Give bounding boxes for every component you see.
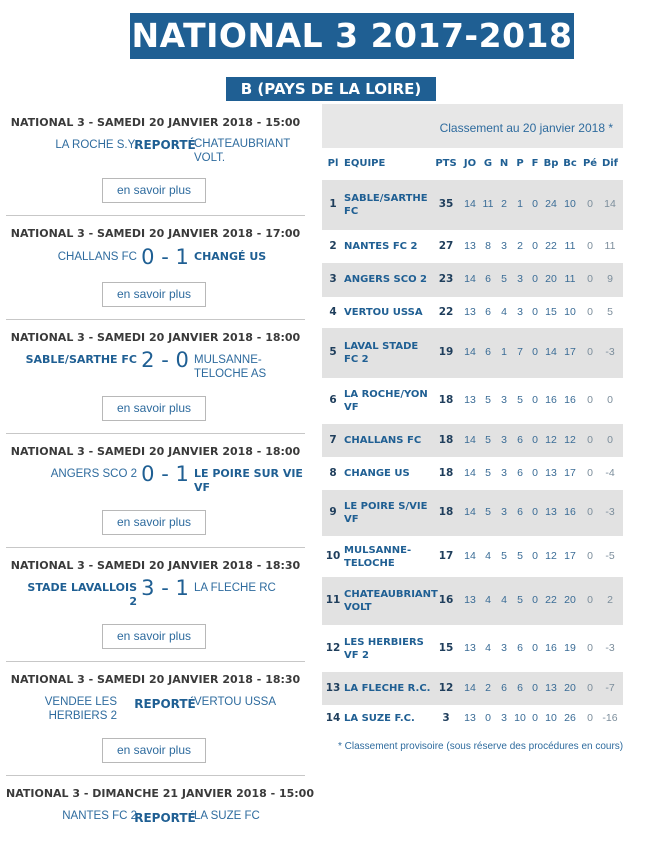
cell-dif: 5 [607,306,613,318]
col-pe: Pé [582,158,598,169]
match-card [6,103,305,216]
cell-pl: 4 [329,306,337,318]
cell-jo: 14 [464,550,476,562]
cell-jo: 13 [464,306,476,318]
cell-p: 5 [517,550,523,562]
cell-team[interactable]: VERTOU USSA [344,307,423,318]
table-row[interactable] [322,297,623,328]
cell-p: 6 [517,467,523,479]
cell-p: 1 [517,198,523,210]
cell-g: 0 [485,712,491,724]
match-card [6,320,305,434]
table-row[interactable] [322,705,623,732]
cell-g: 5 [485,434,491,446]
cell-n: 6 [501,682,507,694]
cell-p: 6 [517,506,523,518]
page-title: NATIONAL 3 2017-2018 [130,13,574,59]
cell-dif: 0 [607,434,613,446]
cell-bc: 11 [564,273,576,285]
col-team: EQUIPE [344,158,386,169]
table-row[interactable] [322,424,623,457]
cell-n: 3 [501,240,507,252]
match-score: 2 - 0 [141,348,189,372]
home-team[interactable]: NANTES FC 2 [62,810,137,822]
cell-bc: 20 [564,594,576,606]
cell-pl: 11 [325,594,341,606]
cell-g: 4 [485,642,491,654]
cell-dif: -3 [605,642,615,654]
match-score: 0 - 1 [141,245,189,269]
cell-pts: 27 [438,240,454,252]
cell-n: 3 [501,467,507,479]
match-header: NATIONAL 3 - SAMEDI 20 JANVIER 2018 - 18:00 [10,445,301,458]
cell-n: 2 [501,198,507,210]
cell-f: 0 [532,346,538,358]
cell-bc: 20 [564,682,576,694]
cell-f: 0 [532,434,538,446]
home-team[interactable]: STADE LAVALLOIS 2 [27,581,137,608]
home-team[interactable]: SABLE/SARTHE FC [25,353,137,366]
cell-team[interactable]: CHATEAUBRIANT VOLT [344,589,438,613]
table-row[interactable] [322,263,623,297]
cell-bp: 22 [545,594,557,606]
match-header: NATIONAL 3 - SAMEDI 20 JANVIER 2018 - 18:00 [10,331,301,344]
cell-team[interactable]: LA FLECHE R.C. [344,683,431,694]
cell-p: 3 [517,306,523,318]
cell-bp: 24 [545,198,557,210]
cell-dif: -16 [602,712,618,724]
cell-pl: 6 [329,394,337,406]
home-team[interactable]: VENDEE LES HERBIERS 2 [44,696,117,722]
cell-bp: 20 [545,273,557,285]
cell-pe: 0 [587,506,593,518]
cell-pl: 8 [329,467,337,479]
cell-g: 6 [485,306,491,318]
col-jo: JO [463,158,477,169]
more-info-button[interactable]: en savoir plus [102,738,206,763]
cell-pl: 1 [329,198,337,210]
cell-f: 0 [532,273,538,285]
cell-dif: 2 [607,594,613,606]
footnote: * Classement provisoire (sous réserve des procédures en cours) [338,741,624,752]
cell-bc: 19 [564,642,576,654]
cell-bp: 10 [545,712,557,724]
cell-f: 0 [532,306,538,318]
cell-n: 3 [501,434,507,446]
cell-jo: 13 [464,642,476,654]
cell-pl: 2 [329,240,337,252]
cell-team[interactable]: LA ROCHE/YON VF [344,389,428,413]
cell-bp: 16 [545,394,557,406]
standings-date: Classement au 20 janvier 2018 * [322,104,623,148]
cell-p: 6 [517,642,523,654]
cell-jo: 13 [464,394,476,406]
match-header: NATIONAL 3 - SAMEDI 20 JANVIER 2018 - 18:30 [10,673,301,686]
cell-pts: 35 [438,198,454,210]
cell-pe: 0 [587,346,593,358]
cell-dif: 14 [604,198,616,210]
cell-pts: 3 [442,712,450,724]
match-header: NATIONAL 3 - SAMEDI 20 JANVIER 2018 - 18:30 [10,559,301,572]
cell-g: 6 [485,273,491,285]
away-team[interactable]: CHATEAUBRIANT VOLT. [194,138,291,164]
cell-p: 6 [517,434,523,446]
cell-pe: 0 [587,712,593,724]
cell-team[interactable]: NANTES FC 2 [344,241,418,252]
cell-f: 0 [532,550,538,562]
match-card [6,776,314,856]
cell-dif: 11 [604,240,616,252]
cell-p: 2 [517,240,523,252]
cell-team[interactable]: CHANGE US [344,468,410,479]
cell-g: 6 [485,346,491,358]
cell-dif: -7 [605,682,615,694]
table-row[interactable] [322,378,623,424]
cell-pl: 14 [325,712,341,724]
cell-pe: 0 [587,306,593,318]
cell-pts: 15 [438,642,454,654]
home-team[interactable]: LA ROCHE S.Y. [55,139,137,151]
cell-f: 0 [532,394,538,406]
cell-bc: 12 [564,434,576,446]
more-info-button[interactable]: en savoir plus [102,510,206,535]
cell-pts: 16 [438,594,454,606]
table-row[interactable] [322,672,623,705]
cell-team[interactable]: SABLE/SARTHE FC [344,193,428,217]
cell-bp: 12 [545,550,557,562]
col-dif: Dif [601,158,619,169]
cell-pe: 0 [587,394,593,406]
cell-pe: 0 [587,198,593,210]
match-header: NATIONAL 3 - DIMANCHE 21 JANVIER 2018 - 15:00 [6,787,314,800]
cell-jo: 13 [464,712,476,724]
cell-pts: 19 [438,346,454,358]
cell-jo: 14 [464,273,476,285]
table-row[interactable] [322,328,623,378]
cell-jo: 14 [464,467,476,479]
cell-bp: 13 [545,682,557,694]
match-header: NATIONAL 3 - SAMEDI 20 JANVIER 2018 - 17:00 [10,227,301,240]
match-card [6,434,305,548]
cell-bp: 13 [545,467,557,479]
cell-pe: 0 [587,642,593,654]
cell-pe: 0 [587,594,593,606]
cell-bp: 12 [545,434,557,446]
col-pts: PTS [435,158,457,169]
cell-team[interactable]: CHALLANS FC [344,435,422,446]
cell-pts: 22 [438,306,454,318]
table-header [322,158,623,172]
cell-n: 3 [501,642,507,654]
home-team[interactable]: CHALLANS FC [57,251,137,263]
cell-team[interactable]: MULSANNE-TELOCHE [344,545,412,569]
more-info-button[interactable]: en savoir plus [102,178,206,203]
cell-p: 6 [517,682,523,694]
cell-pts: 18 [438,506,454,518]
cell-bc: 17 [564,550,576,562]
cell-pe: 0 [587,467,593,479]
match-status: REPORTÉ [134,138,196,152]
cell-dif: 9 [607,273,613,285]
match-card [6,216,305,320]
col-bc: Bc [563,158,577,169]
more-info-button[interactable]: en savoir plus [102,396,206,421]
more-info-button[interactable]: en savoir plus [102,624,206,649]
cell-jo: 14 [464,198,476,210]
cell-n: 1 [501,346,507,358]
cell-p: 10 [514,712,526,724]
col-bp: Bp [543,158,559,169]
match-header: NATIONAL 3 - SAMEDI 20 JANVIER 2018 - 15:00 [10,116,301,129]
table-row[interactable] [322,536,623,577]
cell-n: 4 [501,594,507,606]
cell-f: 0 [532,506,538,518]
cell-n: 3 [501,712,507,724]
cell-dif: 0 [607,394,613,406]
cell-pl: 7 [329,434,337,446]
match-score: 3 - 1 [141,576,189,600]
cell-f: 0 [532,682,538,694]
col-pl: Pl [327,158,339,169]
cell-dif: -3 [605,346,615,358]
cell-g: 5 [485,467,491,479]
cell-pe: 0 [587,273,593,285]
cell-pl: 10 [325,550,341,562]
match-status: REPORTÉ [134,697,196,711]
cell-pl: 9 [329,506,337,518]
cell-f: 0 [532,198,538,210]
cell-p: 7 [517,346,523,358]
cell-dif: -4 [605,467,615,479]
cell-jo: 13 [464,240,476,252]
cell-n: 5 [501,273,507,285]
match-card [6,548,305,662]
cell-g: 5 [485,506,491,518]
cell-f: 0 [532,642,538,654]
table-row[interactable] [322,180,623,230]
cell-g: 11 [482,198,494,210]
standings-table [322,104,623,732]
cell-n: 3 [501,394,507,406]
away-team[interactable]: LA FLECHE RC [194,582,276,594]
table-row[interactable] [322,490,623,536]
cell-team[interactable]: LE POIRE S/VIE VF [344,501,428,525]
cell-g: 5 [485,394,491,406]
cell-f: 0 [532,467,538,479]
cell-g: 2 [485,682,491,694]
cell-bc: 10 [564,306,576,318]
more-info-button[interactable]: en savoir plus [102,282,206,307]
table-row[interactable] [322,457,623,490]
cell-n: 5 [501,550,507,562]
table-row[interactable] [322,230,623,263]
away-team[interactable]: LA SUZE FC [194,810,260,822]
cell-pl: 3 [329,273,337,285]
match-status: REPORTÉ [134,811,196,825]
home-team[interactable]: ANGERS SCO 2 [50,468,137,480]
cell-jo: 14 [464,434,476,446]
away-team[interactable]: MULSANNE-TELOCHE AS [194,354,267,380]
cell-jo: 13 [464,594,476,606]
cell-n: 4 [501,306,507,318]
cell-bc: 16 [564,506,576,518]
cell-pl: 5 [329,346,337,358]
cell-pl: 12 [325,642,341,654]
group-title: B (PAYS DE LA LOIRE) [226,77,436,101]
cell-g: 4 [485,550,491,562]
cell-dif: -3 [605,506,615,518]
cell-bp: 16 [545,642,557,654]
cell-pts: 18 [438,394,454,406]
cell-bp: 22 [545,240,557,252]
cell-pe: 0 [587,434,593,446]
col-n: N [499,158,509,169]
cell-jo: 14 [464,682,476,694]
cell-pts: 12 [438,682,454,694]
col-g: G [483,158,493,169]
cell-n: 3 [501,506,507,518]
match-card [6,662,305,776]
cell-pl: 13 [325,682,341,694]
match-score: 0 - 1 [141,462,189,486]
cell-pts: 23 [438,273,454,285]
cell-team[interactable]: ANGERS SCO 2 [344,274,428,285]
cell-bp: 15 [545,306,557,318]
cell-bc: 10 [564,198,576,210]
cell-pts: 18 [438,467,454,479]
cell-team[interactable]: LES HERBIERS VF 2 [344,637,424,661]
cell-bc: 11 [564,240,576,252]
cell-pts: 18 [438,434,454,446]
col-f: F [531,158,539,169]
cell-p: 5 [517,594,523,606]
cell-pe: 0 [587,550,593,562]
cell-p: 5 [517,394,523,406]
cell-bc: 17 [564,467,576,479]
cell-team[interactable]: LA SUZE F.C. [344,713,415,724]
cell-bc: 17 [564,346,576,358]
cell-pe: 0 [587,240,593,252]
cell-p: 3 [517,273,523,285]
table-row[interactable] [322,577,623,625]
cell-pts: 17 [438,550,454,562]
cell-g: 4 [485,594,491,606]
cell-bp: 14 [545,346,557,358]
cell-bp: 13 [545,506,557,518]
away-team[interactable]: LE POIRE SUR VIE VF [194,467,303,494]
cell-jo: 14 [464,506,476,518]
table-row[interactable] [322,625,623,672]
cell-f: 0 [532,712,538,724]
cell-f: 0 [532,594,538,606]
cell-bc: 16 [564,394,576,406]
away-team[interactable]: CHANGÉ US [194,250,267,263]
cell-g: 8 [485,240,491,252]
cell-dif: -5 [605,550,615,562]
cell-pe: 0 [587,682,593,694]
cell-bc: 26 [564,712,576,724]
cell-f: 0 [532,240,538,252]
cell-jo: 14 [464,346,476,358]
col-p: P [516,158,524,169]
away-team[interactable]: VERTOU USSA [194,696,277,708]
cell-team[interactable]: LAVAL STADE FC 2 [344,341,419,365]
